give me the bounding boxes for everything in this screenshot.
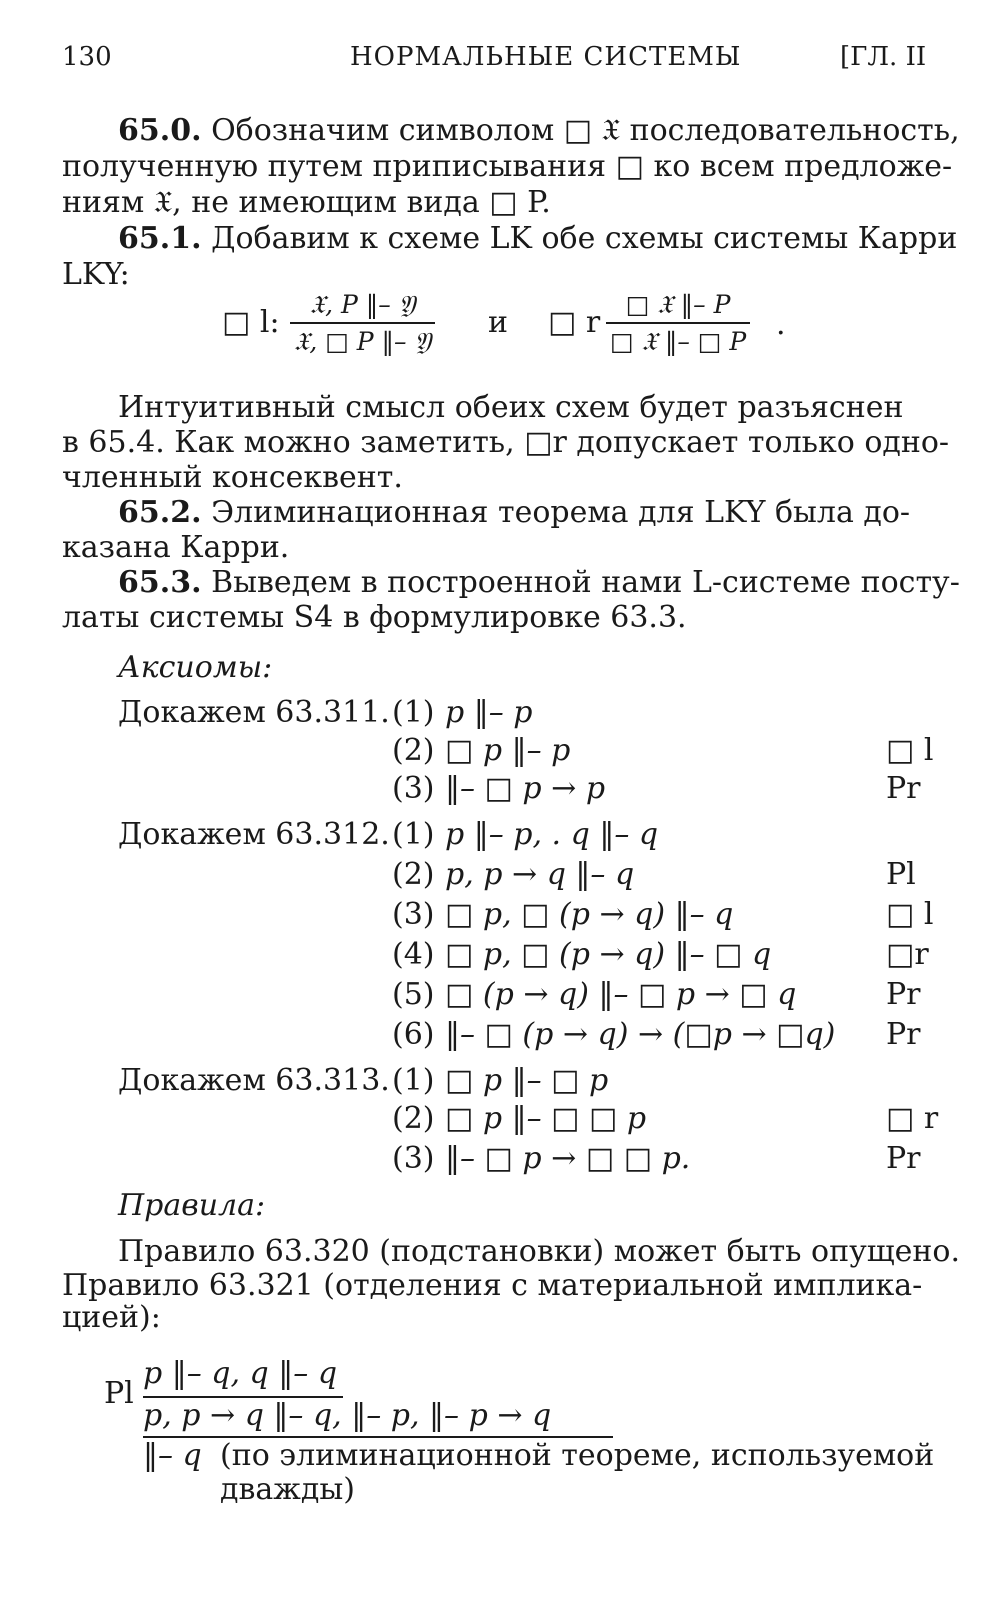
step-formula: □ p ‖– □ p xyxy=(445,1063,609,1098)
step-formula: p ‖– p xyxy=(445,695,533,730)
paragraph-65-3-line-2: латы системы S4 в формулировке 63.3. xyxy=(62,600,687,635)
step-formula: p, p → q ‖– q xyxy=(445,857,635,892)
paragraph-65-2-line-2: казана Карри. xyxy=(62,530,290,565)
pl-note-line-1: (по элиминационной теореме, используемой xyxy=(220,1438,935,1473)
step-formula: □ p ‖– □ □ p xyxy=(445,1101,647,1136)
step-rule: Pr xyxy=(886,1141,921,1176)
step-rule: Pr xyxy=(886,1017,921,1052)
step-number: (3) xyxy=(392,771,435,806)
paragraph-65-3-line-1 xyxy=(118,565,960,600)
step-number: (1) xyxy=(392,817,435,852)
rules-text-line-3: цией): xyxy=(62,1300,161,1335)
pl-premises: p ‖– q, q ‖– q xyxy=(143,1356,338,1391)
step-formula: □ (p → q) ‖– □ p → □ q xyxy=(445,977,797,1012)
step-number: (1) xyxy=(392,1063,435,1098)
paragraph-65-1-line-2: LKY: xyxy=(62,257,130,292)
step-rule: □ l xyxy=(886,897,934,932)
step-rule: □ r xyxy=(886,1101,939,1136)
proof-label-63-311: Докажем 63.311. xyxy=(118,695,390,730)
text: Обозначим символом □ 𝔛 последовательность, xyxy=(211,113,960,148)
left-scheme-fraction xyxy=(290,290,435,357)
section-number: 65.2. xyxy=(118,495,202,530)
step-rule: Pr xyxy=(886,977,921,1012)
section-number: 65.1. xyxy=(118,221,202,256)
paragraph-65-0-line-1 xyxy=(118,113,960,148)
and-word: и xyxy=(488,305,508,340)
right-scheme-denominator: □ 𝔛 ‖– □ P xyxy=(606,322,750,357)
section-number: 65.3. xyxy=(118,565,202,600)
pl-note-line-2: дважды) xyxy=(220,1472,355,1507)
chapter-marker: [ГЛ. II xyxy=(840,42,927,72)
right-scheme-fraction xyxy=(606,290,750,357)
text: Элиминационная теорема для LKY была до- xyxy=(211,495,911,530)
proof-label-63-312: Докажем 63.312. xyxy=(118,817,390,852)
right-scheme-numerator: □ 𝔛 ‖– P xyxy=(625,290,731,319)
paragraph-65-2-line-1 xyxy=(118,495,910,530)
step-formula: ‖– □ p → p xyxy=(445,771,606,806)
pl-label: Pl xyxy=(104,1376,134,1411)
rules-text-line-1: Правило 63.320 (подстановки) может быть опущено. xyxy=(118,1234,960,1269)
step-number: (2) xyxy=(392,1101,435,1136)
section-number: 65.0. xyxy=(118,113,202,148)
paragraph-intuitive-line-2: в 65.4. Как можно заметить, □r допускает только одно- xyxy=(62,425,950,460)
pl-conclusion: ‖– q xyxy=(143,1438,202,1473)
paragraph-intuitive-line-1: Интуитивный смысл обеих схем будет разъяснен xyxy=(118,390,904,425)
step-formula: □ p, □ (p → q) ‖– q xyxy=(445,897,734,932)
left-scheme-label: □ l: xyxy=(222,305,280,340)
page-number: 130 xyxy=(62,42,112,72)
step-formula: □ p, □ (p → q) ‖– □ q xyxy=(445,937,772,972)
step-number: (5) xyxy=(392,977,435,1012)
scheme-period: . xyxy=(776,307,786,342)
left-scheme-denominator: 𝔛, □ P ‖– 𝔜 xyxy=(290,322,435,357)
step-number: (6) xyxy=(392,1017,435,1052)
axioms-heading: Аксиомы: xyxy=(118,650,273,685)
rules-heading: Правила: xyxy=(118,1188,266,1223)
paragraph-65-1-line-1 xyxy=(118,221,957,256)
step-number: (2) xyxy=(392,857,435,892)
step-number: (3) xyxy=(392,1141,435,1176)
step-rule: □ l xyxy=(886,733,934,768)
paragraph-65-0-line-2: полученную путем приписывания □ ко всем предложе- xyxy=(62,149,953,184)
left-scheme-numerator: 𝔛, P ‖– 𝔜 xyxy=(309,290,416,319)
step-number: (2) xyxy=(392,733,435,768)
text: Выведем в построенной нами L-системе посту- xyxy=(211,565,960,600)
step-rule: □r xyxy=(886,937,929,972)
paragraph-65-0-line-3: ниям 𝔛, не имеющим вида □ P. xyxy=(62,185,551,220)
step-formula: p ‖– p, . q ‖– q xyxy=(445,817,659,852)
step-formula: ‖– □ (p → q) → (□p → □q) xyxy=(445,1017,836,1052)
pl-middle: p, p → q ‖– q, ‖– p, ‖– p → q xyxy=(143,1398,552,1433)
right-scheme-label: □ r xyxy=(548,305,601,340)
step-number: (1) xyxy=(392,695,435,730)
paragraph-intuitive-line-3: членный консеквент. xyxy=(62,460,403,495)
rules-text-line-2: Правило 63.321 (отделения с материальной импликa- xyxy=(62,1268,923,1303)
running-title: НОРМАЛЬНЫЕ СИСТЕМЫ xyxy=(350,42,742,72)
proof-label-63-313: Докажем 63.313. xyxy=(118,1063,390,1098)
step-formula: ‖– □ p → □ □ p. xyxy=(445,1141,691,1176)
step-number: (3) xyxy=(392,897,435,932)
step-rule: Pr xyxy=(886,771,921,806)
step-formula: □ p ‖– p xyxy=(445,733,571,768)
step-number: (4) xyxy=(392,937,435,972)
text: Добавим к схеме LK обе схемы системы Карри xyxy=(211,221,958,256)
step-rule: Pl xyxy=(886,857,916,892)
